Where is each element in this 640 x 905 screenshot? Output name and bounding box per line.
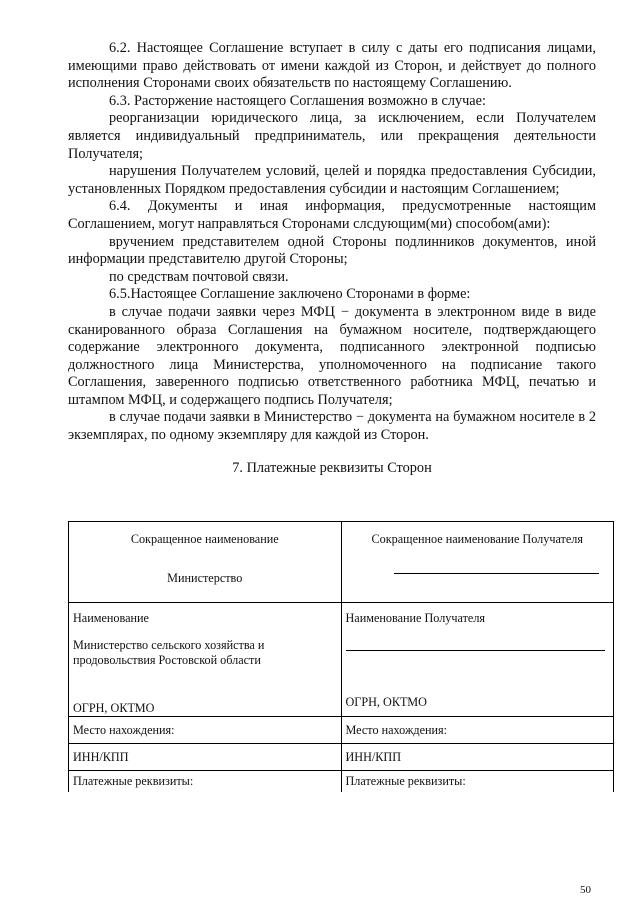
- document-body: [68, 40, 596, 477]
- recipient-payment-cell: Платежные реквизиты:: [341, 771, 614, 793]
- table-row: [69, 744, 614, 771]
- paragraph-6-3-item-2: нарушения Получателем условий, целей и порядка предоставления Субсидии, установленных Порядком предоставления субсидии и настоящим Соглашением;: [68, 163, 596, 197]
- recipient-ogrn-label: ОГРН, ОКТМО: [345, 695, 427, 709]
- ministry-short-name-cell: [69, 522, 342, 603]
- recipient-name-label: Наименование Получателя: [345, 611, 486, 625]
- paragraph-6-4: 6.4. Документы и иная информация, предусмотренные настоящим Соглашением, могут направляться Сторонами слсдующим(ми) способом(ами):: [68, 198, 596, 232]
- payment-cell: Платежные реквизиты:: [69, 771, 342, 793]
- recipient-location-cell: Место нахождения:: [341, 717, 614, 744]
- page-number: 50: [580, 884, 591, 896]
- paragraph-6-4-item-2: по средствам почтовой связи.: [109, 268, 289, 285]
- short-name-label: Сокращенное наименование: [130, 532, 279, 546]
- short-name-value: Министерство: [167, 571, 243, 585]
- recipient-short-name-blank: [394, 573, 600, 574]
- ogrn-label: ОГРН, ОКТМО: [73, 701, 155, 715]
- recipient-short-name-label: Сокращенное наименование Получателя: [371, 532, 583, 546]
- table-row: [69, 717, 614, 744]
- paragraph-6-3-item-1: реорганизации юридического лица, за исключением, если Получателем является индивидуальный предприниматель, или прекращения деятельности Получателя;: [68, 110, 596, 162]
- recipient-name-cell: [341, 603, 614, 717]
- payment-details-table: [68, 521, 614, 792]
- paragraph-6-2: 6.2. Настоящее Соглашение вступает в силу с даты его подписания лицами, имеющими право действовать от имени каждой из Сторон, и действует до полного исполнения Сторонами своих обязательств по настоящему Соглашению.: [68, 40, 596, 92]
- recipient-short-name-cell: [341, 522, 614, 603]
- table-row: [69, 771, 614, 793]
- inn-cell: ИНН/КПП: [69, 744, 342, 771]
- paragraph-6-3: 6.3. Расторжение настоящего Соглашения возможно в случае:: [109, 92, 486, 109]
- ministry-name-cell: [69, 603, 342, 717]
- paragraph-6-5: 6.5.Настоящее Соглашение заключено Сторонами в форме:: [109, 286, 471, 303]
- recipient-inn-cell: ИНН/КПП: [341, 744, 614, 771]
- location-cell: Место нахождения:: [69, 717, 342, 744]
- name-label: Наименование: [73, 611, 149, 625]
- table-row: [69, 603, 614, 717]
- paragraph-6-5-item-2: в случае подачи заявки в Министерство − документа на бумажном носителе в 2 экземплярах, по одному экземпляру для каждой из Сторон.: [68, 409, 596, 444]
- paragraph-6-4-item-1: вручением представителем одной Стороны подлинников документов, иной информации представителю другой Стороны;: [68, 233, 596, 268]
- name-value: Министерство сельского хозяйства и продовольствия Ростовской области: [73, 638, 265, 667]
- table-row: [69, 522, 614, 603]
- section-title: 7. Платежные реквизиты Сторон: [232, 459, 432, 476]
- paragraph-6-5-item-1: в случае подачи заявки через МФЦ − документа в электронном виде в виде сканированного образа Соглашения на бумажном носителе, подтверждающего содержание электронного документа, подписанного электронной подписью должностного лица Министерства, уполномоченного на подписание такого Соглашения, заверенного подписью ответственного работника МФЦ, печатью и штампом МФЦ, и содержащего подпись Получателя;: [68, 303, 596, 408]
- recipient-name-blank: [346, 650, 606, 651]
